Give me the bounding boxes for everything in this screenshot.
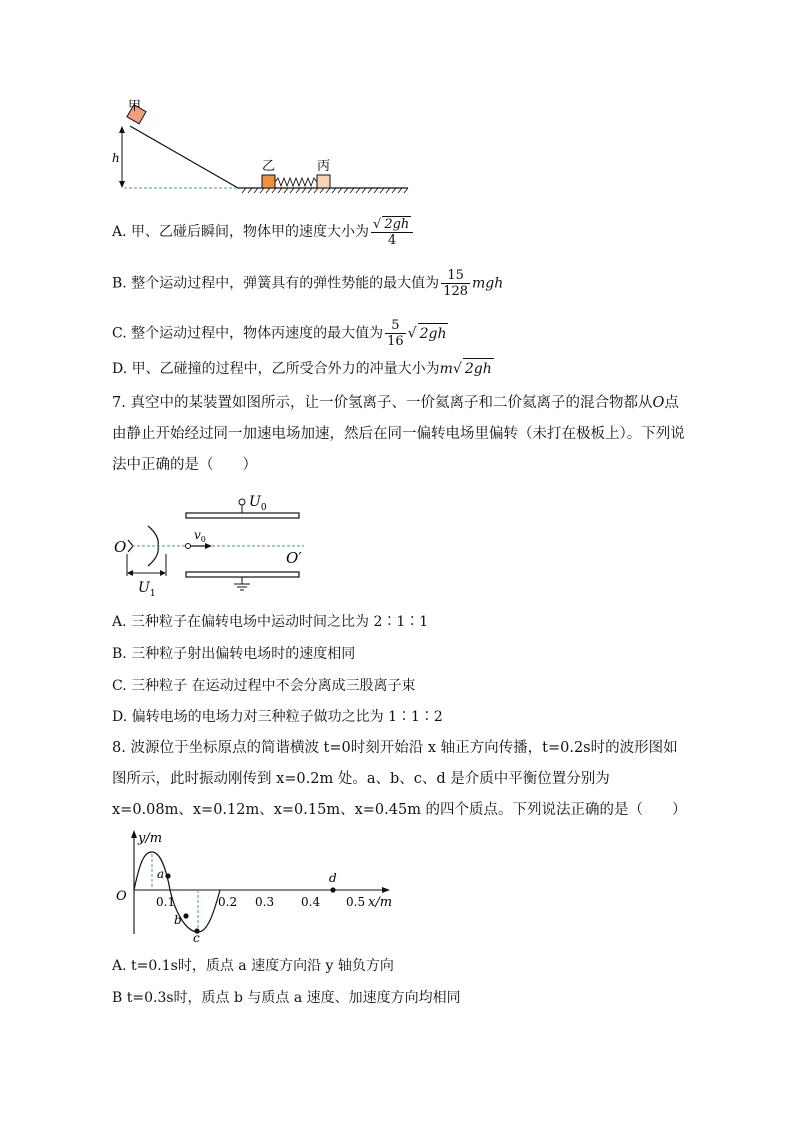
label-U0: $U_0$ xyxy=(249,494,267,513)
q6-a-denominator: 4 xyxy=(388,233,397,248)
terminal-u0 xyxy=(239,499,245,505)
q6-c-radicand: 2gh xyxy=(418,323,449,344)
u1-arrow-left xyxy=(127,570,133,576)
q6-c-text: C. 整个运动过程中，物体丙速度的最大值为 xyxy=(112,325,384,342)
q6-c-denominator: 16 xyxy=(387,334,404,349)
point-d xyxy=(330,887,335,892)
q8-option-b: B t=0.3s时，质点 b 与质点 a 速度、加速度方向均相同 xyxy=(112,990,461,1006)
ground-symbol xyxy=(234,584,250,590)
ground-hatch xyxy=(242,188,408,193)
wave-chart xyxy=(110,826,400,942)
q6-b-numerator: 15 xyxy=(441,268,470,284)
q7-option-a: A. 三种粒子在偏转电场中运动时间之比为 2∶1∶1 xyxy=(112,614,429,630)
u1-arrow-right xyxy=(160,570,166,576)
particle-entry-point xyxy=(186,544,191,549)
q7-stem-O: O xyxy=(652,395,665,411)
label-O: O xyxy=(114,538,127,556)
arrow-head-up xyxy=(119,126,125,133)
q7-stem-part2: 点由静止开始经过同一加速电场加速，然后在同一偏转电场里偏转（未打在极板上）。下列说法中正确的是（ ） xyxy=(112,395,685,473)
tick-0.3: 0.3 xyxy=(255,895,275,909)
label-h: h xyxy=(112,151,120,165)
q7-stem-part1: 7. 真空中的某装置如图所示，让一价氢离子、一价氦离子和二价氦离子的混合物都从 xyxy=(112,395,653,411)
label-yi: 乙 xyxy=(262,159,276,174)
x-axis-arrow xyxy=(382,887,390,893)
block-bing xyxy=(317,175,330,188)
q6-b-text: B. 整个运动过程中，弹簧具有的弹性势能的最大值为 xyxy=(112,275,440,292)
q7-option-b: B. 三种粒子射出偏转电场时的速度相同 xyxy=(112,646,356,662)
q8-stem: 8. 波源位于坐标原点的简谐横波 t=0时刻开始沿 x 轴正方向传播，t=0.2s时的波形图如图所示，此时振动刚传到 x=0.2m 处。a、b、c、d 是介质中平衡位置分别为 x=0.08m、x=0.12m、x=0.15m、x=0.45m 的四个质点。下列说法正确的是（ ） xyxy=(112,740,687,818)
spring xyxy=(275,178,317,186)
point-b xyxy=(183,913,188,918)
q6-d-text: D. 甲、乙碰撞的过程中，乙所受合外力的冲量大小为 xyxy=(112,361,440,377)
point-a xyxy=(165,873,170,878)
q7-option-d: D. 偏转电场的电场力对三种粒子做功之比为 1∶1∶2 xyxy=(112,709,443,725)
q6-d-radicand: 2gh xyxy=(463,358,494,379)
q6-b-denominator: 128 xyxy=(443,284,469,299)
tick-0.2: 0.2 xyxy=(218,895,238,909)
origin-label: O xyxy=(116,889,127,904)
label-a: a xyxy=(157,867,165,881)
label-bing: 丙 xyxy=(317,159,331,174)
q6-b-fraction xyxy=(441,268,470,299)
arrow-head-down xyxy=(119,181,125,188)
q6-option-d: D. 甲、乙碰撞的过程中，乙所受合外力的冲量大小为m√ 2gh xyxy=(112,358,494,379)
q6-a-radicand: 2gh xyxy=(384,217,410,232)
q6-a-text: A. 甲、乙碰后瞬间，物体甲的速度大小为 xyxy=(112,224,370,240)
block-yi xyxy=(262,175,275,188)
q6-c-numerator: 5 xyxy=(385,318,406,334)
q6-option-b xyxy=(112,268,503,299)
q6-d-m: m xyxy=(439,361,453,377)
q6-a-fraction: $\frac{√ 2gh}{4}$ xyxy=(371,216,413,248)
lower-plate xyxy=(186,572,299,577)
incline-spring-figure xyxy=(108,96,418,200)
q6-b-mgh: mgh xyxy=(472,275,504,292)
y-axis-label: y/m xyxy=(138,831,163,846)
label-b: b xyxy=(174,913,182,927)
tick-0.5: 0.5 xyxy=(346,895,366,909)
q6-option-a xyxy=(112,216,415,248)
label-jia: 甲 xyxy=(128,99,142,114)
q6-option-c: C. 整个运动过程中，物体丙速度的最大值为 $\frac{5}{16}$ √ 2gh xyxy=(112,318,447,349)
q8-option-a: A. t=0.1s时，质点 a 速度方向沿 y 轴负方向 xyxy=(112,958,394,974)
label-v0: $v_0$ xyxy=(194,528,206,544)
label-c: c xyxy=(193,931,200,942)
q6-c-fraction xyxy=(385,318,406,349)
q7-option-c: C. 三种粒子 在运动过程中不会分离成三股离子束 xyxy=(112,678,416,694)
upper-plate xyxy=(186,513,299,518)
tick-0.4: 0.4 xyxy=(301,895,321,909)
deflection-field-figure xyxy=(108,488,318,600)
label-U1: $U_1$ xyxy=(138,580,156,599)
label-O-prime: O′ xyxy=(286,549,302,567)
incline-line xyxy=(130,126,238,188)
label-d: d xyxy=(329,871,337,885)
x-axis-label: x/m xyxy=(368,895,393,910)
y-axis-arrow xyxy=(131,830,137,838)
q7-stem xyxy=(112,388,692,481)
tick-0.1: 0.1 xyxy=(156,895,176,909)
velocity-arrow-head xyxy=(205,543,212,549)
